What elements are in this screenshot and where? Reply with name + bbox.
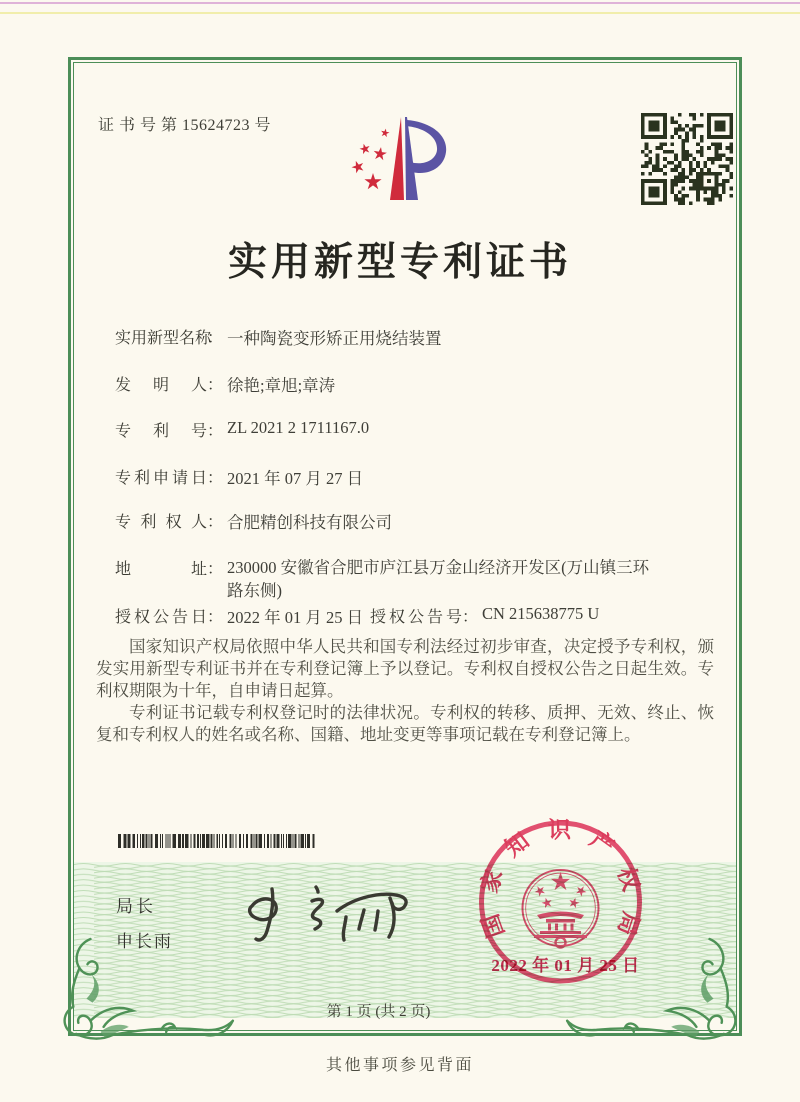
field-colon: ： (207, 561, 224, 578)
back-note: 其他事项参见背面 (325, 1057, 474, 1074)
field-row-grant-number (370, 604, 599, 627)
certificate-title: 实用新型专利证书 (227, 241, 572, 284)
body-paragraph-1: 国家知识产权局依照中华人民共和国专利法经过初步审查，决定授予专利权，颁发实用新型专利证书并在专利登记簿上予以登记。专利权自授权公告之日起生效。专利权期限为十年，自申请日起算。 (96, 637, 714, 700)
field-row-filing-date (115, 465, 363, 489)
field-row-utility-model-name (115, 325, 442, 349)
qr-code-icon (641, 113, 733, 205)
field-label: 专利权人 (115, 514, 207, 531)
page-number: 第 1 页 (共 2 页) (326, 1004, 431, 1020)
scan-artifact-line-pink (0, 2, 800, 4)
barcode-icon (118, 834, 316, 848)
field-colon: ： (207, 609, 224, 626)
field-colon: ： (207, 330, 224, 347)
field-value: 2021 年 07 月 27 日 (227, 469, 364, 488)
director-name: 申长雨 (116, 932, 173, 951)
field-label: 专利号 (115, 423, 207, 440)
field-label: 授权公告日 (115, 609, 207, 626)
field-row-patentee (115, 509, 392, 533)
field-label: 地址 (115, 561, 207, 578)
field-row-inventor (115, 372, 335, 396)
field-colon: ： (207, 470, 224, 487)
director-title: 局长 (116, 897, 156, 916)
field-value: CN 215638775 U (482, 604, 600, 623)
seal-national-emblem (523, 870, 599, 948)
field-label: 发明人 (115, 377, 207, 394)
body-paragraph-2: 专利证书记载专利权登记时的法律状况。专利权的转移、质押、无效、终止、恢复和专利权人的姓名或名称、国籍、地址变更等事项记载在专利登记簿上。 (96, 703, 714, 744)
field-row-address (115, 556, 651, 602)
field-label: 实用新型名称 (115, 330, 212, 347)
scan-artifact-line-yellow (0, 12, 800, 14)
seal-text: 国家知识产权局 (476, 818, 644, 941)
seal-date: 2022 年 01 月 25 日 (491, 956, 640, 975)
field-value: 一种陶瓷变形矫正用烧结装置 (227, 329, 442, 348)
field-value: 230000 安徽省合肥市庐江县万金山经济开发区(万山镇三环路东侧) (227, 558, 650, 600)
field-value: 徐艳;章旭;章涛 (227, 376, 336, 395)
field-colon: ： (207, 514, 224, 531)
director-signature-icon (228, 853, 428, 963)
field-value: 合肥精创科技有限公司 (227, 513, 393, 532)
field-label: 专利申请日 (115, 470, 207, 487)
field-value: ZL 2021 2 1711167.0 (227, 418, 370, 437)
field-label: 授权公告号 (370, 609, 462, 626)
field-row-grant (115, 604, 600, 628)
certificate-number: 证 书 号 第 15624723 号 (98, 117, 272, 134)
cnipa-logo-icon (340, 110, 460, 205)
field-row-patent-number (115, 418, 369, 441)
field-colon: ： (207, 423, 224, 440)
field-colon: ： (462, 609, 479, 626)
field-value: 2022 年 01 月 25 日 (227, 608, 364, 627)
certificate-body (96, 636, 714, 746)
field-colon: ： (207, 377, 224, 394)
